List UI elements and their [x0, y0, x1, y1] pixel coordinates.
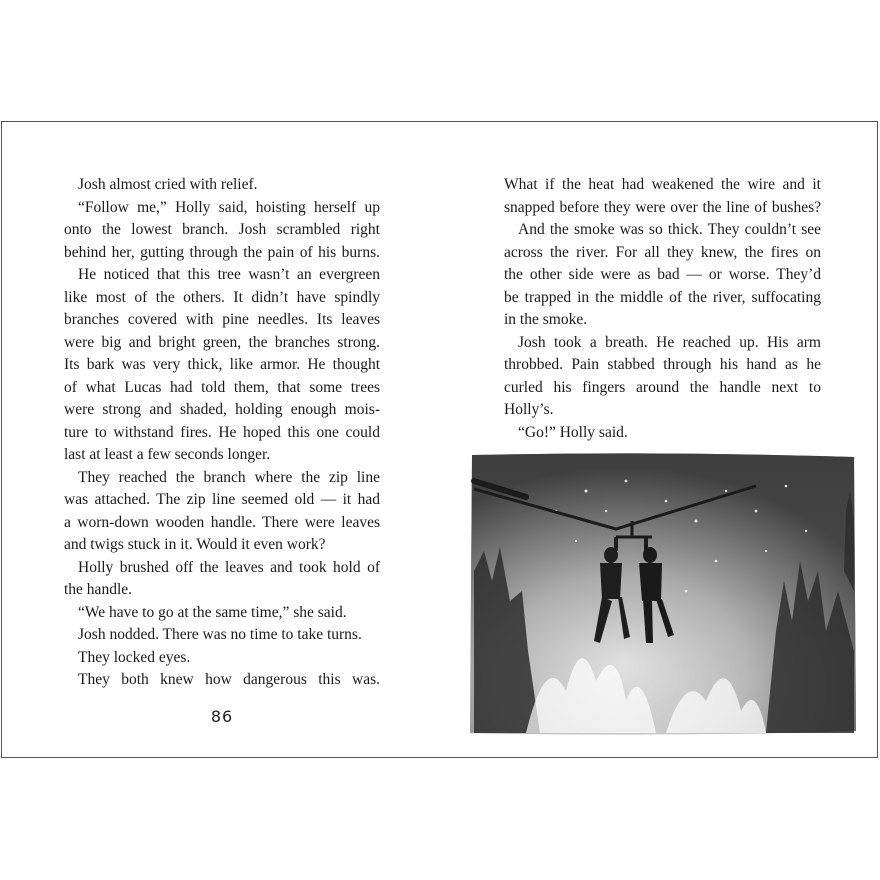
book-spread — [1, 121, 878, 758]
text-line: curled his fingers around the handle next to — [504, 378, 821, 396]
text-line: And the smoke was so thick. They couldn’t see — [518, 221, 821, 238]
text-line: They reached the branch where the zip line — [78, 468, 380, 486]
text-line: a worn-down wooden handle. There were leaves — [64, 513, 380, 531]
text-line: “Follow me,” Holly said, hoisting herself up — [78, 198, 380, 216]
zipline-fire-illustration — [466, 451, 858, 737]
text-line: of what Lucas had told them, that some trees — [64, 378, 380, 396]
text-line: throbbed. Pain stabbed through his hand as he — [504, 356, 821, 373]
text-line: Josh nodded. There was no time to take turns. — [78, 626, 362, 643]
text-line: “Go!” Holly said. — [518, 423, 628, 441]
text-line: Josh almost cried with relief. — [78, 176, 258, 193]
text-line: snapped before they were over the line of bushes? — [504, 198, 821, 216]
text-line: Holly’s. — [504, 401, 554, 418]
text-line: Holly brushed off the leaves and took hold of — [78, 558, 380, 576]
text-line: They locked eyes. — [78, 648, 191, 666]
text-line: was attached. The zip line seemed old — it had — [64, 491, 380, 508]
text-line: “We have to go at the same time,” she said. — [78, 603, 347, 621]
illustration-drawing — [466, 451, 858, 737]
text-line: onto the lowest branch. Josh scrambled right — [64, 221, 380, 238]
text-line: across the river. For all they knew, the fires on — [504, 243, 821, 261]
text-line: the other side were as bad — or worse. They’d — [504, 266, 821, 283]
text-line: What if the heat had weakened the wire and it — [504, 176, 821, 193]
text-line: were big and bright green, the branches strong. — [64, 333, 380, 351]
page-number: 86 — [210, 707, 234, 726]
text-line: Josh took a breath. He reached up. His arm — [518, 333, 821, 351]
text-line: and twigs stuck in it. Would it even work? — [64, 536, 326, 553]
text-line: He noticed that this tree wasn’t an evergreen — [78, 266, 380, 283]
text-line: They both knew how dangerous this was. — [78, 671, 380, 688]
text-line: ture to withstand fires. He hoped this one could — [64, 423, 380, 441]
text-line: be trapped in the middle of the river, suffocating — [504, 288, 821, 306]
text-line: branches covered with pine needles. Its leaves — [64, 311, 380, 328]
text-line: like most of the others. It didn’t have spindly — [64, 288, 380, 306]
text-line: in the smoke. — [504, 311, 588, 328]
text-line: Its bark was very thick, like armor. He thought — [64, 356, 380, 373]
text-line: the handle. — [64, 581, 133, 598]
text-line: last at least a few seconds longer. — [64, 446, 271, 463]
text-line: behind her, gutting through the pain of his burns. — [64, 243, 380, 261]
text-line: were strong and shaded, holding enough mois- — [64, 401, 380, 418]
